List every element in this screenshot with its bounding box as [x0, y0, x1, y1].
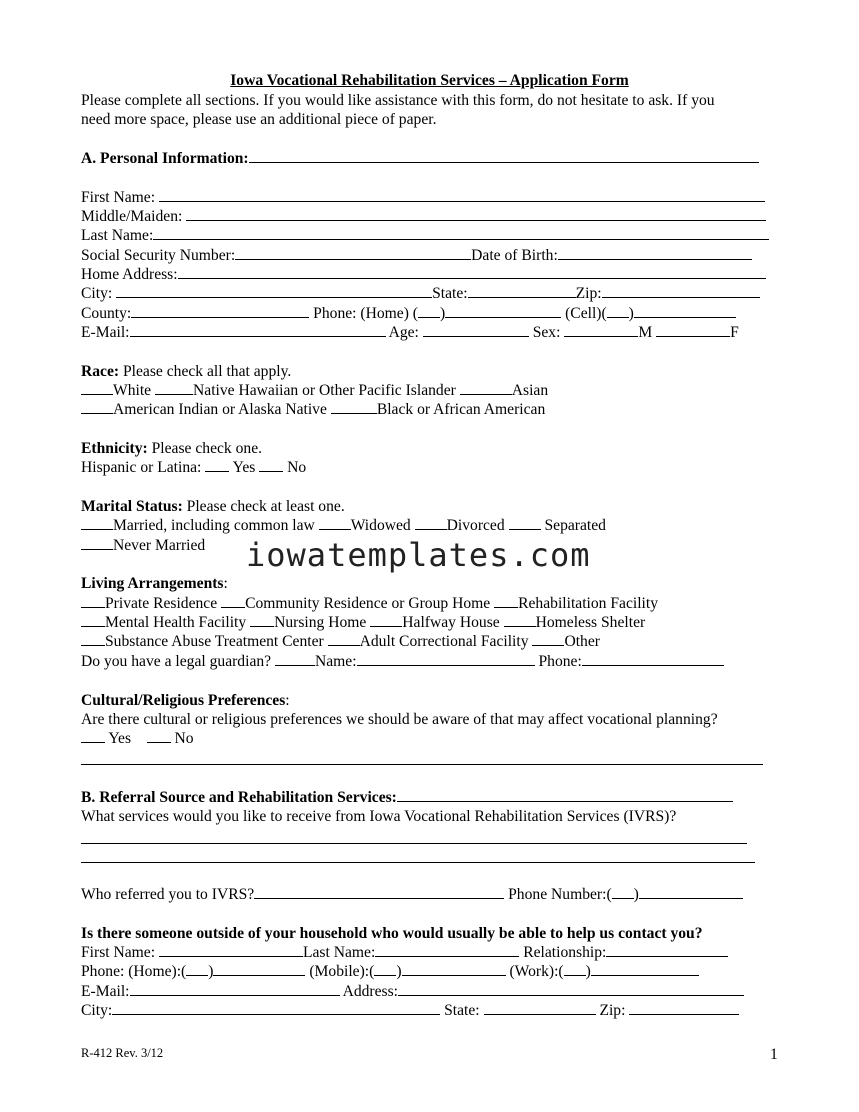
form-id: R-412 Rev. 3/12: [81, 1046, 164, 1060]
rehab-facility-checkbox[interactable]: [494, 594, 518, 608]
other-living-checkbox[interactable]: [532, 632, 564, 646]
home-address-row: Home Address:: [81, 265, 766, 284]
email-age-sex-row: E-Mail: Age: Sex: M F: [81, 324, 739, 341]
guardian-phone-field[interactable]: [582, 652, 724, 666]
home-area-code-field[interactable]: [418, 304, 440, 318]
guardian-name-field[interactable]: [357, 652, 535, 666]
contact-mobile-phone-field[interactable]: [402, 962, 506, 976]
first-name-row: First Name:: [81, 188, 765, 207]
county-phone-row: County: Phone: (Home) ( ) (Cell)( ): [81, 304, 736, 323]
section-b-heading: B. Referral Source and Rehabilitation Services:: [81, 788, 733, 807]
contact-zip-field[interactable]: [629, 1001, 739, 1015]
cell-area-code-field[interactable]: [607, 304, 629, 318]
halfway-house-checkbox[interactable]: [370, 613, 402, 627]
cultural-no-checkbox[interactable]: [147, 729, 171, 743]
referral-row: Who referred you to IVRS? Phone Number:( ): [81, 885, 743, 904]
substance-abuse-checkbox[interactable]: [81, 632, 105, 646]
living-heading: Living Arrangements:: [81, 575, 228, 592]
county-field[interactable]: [131, 304, 309, 318]
living-row-1: Private Residence Community Residence or Group Home Rehabilitation Facility: [81, 594, 658, 613]
race-white-checkbox[interactable]: [81, 381, 113, 395]
city-field[interactable]: [116, 284, 432, 298]
race-asian-checkbox[interactable]: [460, 381, 512, 395]
contact-mobile-area-code-field[interactable]: [374, 962, 396, 976]
ssn-field[interactable]: [235, 246, 471, 260]
race-black-checkbox[interactable]: [331, 400, 377, 414]
last-name-row: Last Name:: [81, 226, 769, 245]
services-question: What services would you like to receive from Iowa Vocational Rehabilitation Services (IVRS)?: [81, 808, 677, 825]
contact-email-field[interactable]: [130, 982, 340, 996]
referral-area-code-field[interactable]: [612, 885, 634, 899]
race-aian-checkbox[interactable]: [81, 400, 113, 414]
homeless-shelter-checkbox[interactable]: [504, 613, 536, 627]
home-address-field[interactable]: [178, 265, 766, 279]
guardian-checkbox[interactable]: [275, 652, 315, 666]
cultural-notes-field[interactable]: [81, 764, 763, 765]
middle-name-field[interactable]: [186, 207, 766, 221]
contact-first-name-field[interactable]: [159, 943, 303, 957]
contact-email-row: E-Mail: Address:: [81, 982, 744, 1001]
last-name-field[interactable]: [153, 226, 769, 240]
widowed-checkbox[interactable]: [319, 516, 351, 530]
contact-relationship-field[interactable]: [606, 943, 728, 957]
zip-field[interactable]: [602, 284, 760, 298]
intro-text-1: Please complete all sections. If you would like assistance with this form, do not hesitate to ask. If you: [81, 92, 715, 109]
contact-phone-row: Phone: (Home):( ) (Mobile):( ) (Work):( ): [81, 962, 699, 981]
guardian-row: Do you have a legal guardian? Name: Phone:: [81, 652, 724, 671]
age-field[interactable]: [423, 323, 529, 337]
marital-row-1: Married, including common law Widowed Divorced Separated: [81, 516, 606, 535]
services-field-2[interactable]: [81, 862, 755, 863]
dob-field[interactable]: [558, 246, 752, 260]
separated-checkbox[interactable]: [509, 516, 541, 530]
contact-work-phone-field[interactable]: [591, 962, 699, 976]
contact-last-name-field[interactable]: [375, 943, 519, 957]
contact-state-field[interactable]: [484, 1001, 596, 1015]
section-a-heading: A. Personal Information:: [81, 149, 759, 168]
cultural-question: Are there cultural or religious preferences we should be aware of that may affect vocational planning?: [81, 711, 718, 728]
ssn-dob-row: Social Security Number: Date of Birth:: [81, 246, 752, 265]
middle-name-row: Middle/Maiden:: [81, 207, 766, 226]
contact-name-row: First Name: Last Name: Relationship:: [81, 943, 728, 962]
community-residence-checkbox[interactable]: [221, 594, 245, 608]
hispanic-yes-checkbox[interactable]: [205, 458, 229, 472]
ethnicity-heading: Ethnicity: Please check one.: [81, 440, 263, 457]
race-nhpi-checkbox[interactable]: [155, 381, 193, 395]
contact-home-area-code-field[interactable]: [186, 962, 208, 976]
living-row-2: Mental Health Facility Nursing Home Halfway House Homeless Shelter: [81, 613, 645, 632]
private-residence-checkbox[interactable]: [81, 594, 105, 608]
marital-row-2: Never Married: [81, 536, 205, 555]
never-married-checkbox[interactable]: [81, 536, 113, 550]
nursing-home-checkbox[interactable]: [250, 613, 274, 627]
contact-question: Is there someone outside of your household who would usually be able to help us contact you?: [81, 925, 703, 942]
cell-phone-field[interactable]: [634, 304, 736, 318]
cultural-yes-checkbox[interactable]: [81, 729, 105, 743]
contact-address-field[interactable]: [398, 982, 744, 996]
correctional-checkbox[interactable]: [328, 632, 360, 646]
living-row-3: Substance Abuse Treatment Center Adult Correctional Facility Other: [81, 632, 600, 651]
home-phone-field[interactable]: [445, 304, 561, 318]
ethnicity-row: Hispanic or Latina: Yes No: [81, 459, 307, 476]
sex-m-checkbox[interactable]: [564, 323, 638, 337]
first-name-field[interactable]: [159, 188, 765, 202]
contact-city-row: City: State: Zip:: [81, 1001, 739, 1020]
form-title: Iowa Vocational Rehabilitation Services – Application Form: [230, 72, 629, 89]
cultural-heading: Cultural/Religious Preferences:: [81, 692, 290, 709]
referred-by-field[interactable]: [254, 885, 504, 899]
mental-health-checkbox[interactable]: [81, 613, 105, 627]
marital-heading: Marital Status: Please check at least one.: [81, 498, 345, 515]
referral-phone-field[interactable]: [639, 885, 743, 899]
married-checkbox[interactable]: [81, 516, 113, 530]
contact-home-phone-field[interactable]: [213, 962, 305, 976]
page-number: 1: [770, 1046, 778, 1063]
services-field-1[interactable]: [81, 843, 747, 844]
contact-work-area-code-field[interactable]: [564, 962, 586, 976]
race-heading: Race: Please check all that apply.: [81, 363, 292, 380]
race-row-2: American Indian or Alaska Native Black or African American: [81, 400, 545, 419]
contact-city-field[interactable]: [112, 1001, 440, 1015]
hispanic-no-checkbox[interactable]: [259, 458, 283, 472]
cultural-answer-row: Yes No: [81, 729, 194, 748]
divorced-checkbox[interactable]: [415, 516, 447, 530]
intro-text-2: need more space, please use an additional piece of paper.: [81, 111, 437, 128]
city-state-zip-row: City: State: Zip:: [81, 284, 760, 303]
watermark: iowatemplates.com: [246, 536, 591, 574]
race-row-1: White Native Hawaiian or Other Pacific Islander Asian: [81, 381, 548, 400]
email-field[interactable]: [130, 323, 386, 337]
sex-f-checkbox[interactable]: [656, 323, 730, 337]
state-field[interactable]: [468, 284, 576, 298]
